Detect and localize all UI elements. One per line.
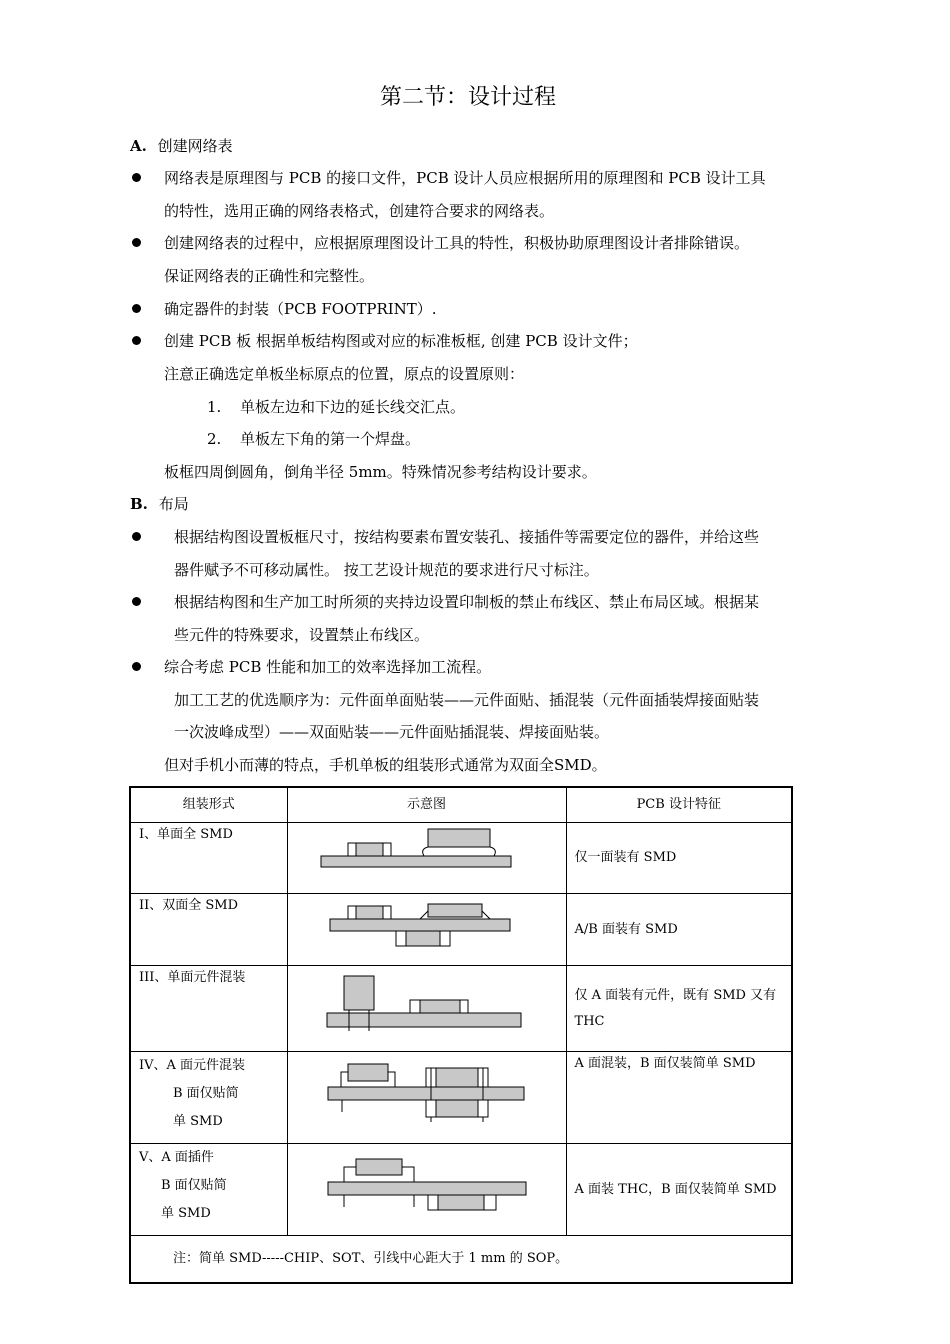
double-side-smd-diagram [288, 894, 566, 959]
process-line: 加工工艺的优选顺序为：元件面单面贴装——元件面贴、插混装（元件面插装焊接面贴装 [174, 691, 760, 709]
section-a-heading [130, 136, 233, 156]
assembly-form-cell [130, 823, 287, 894]
paragraph-line: 器件赋予不可移动属性。 按工艺设计规范的要求进行尺寸标注。 [174, 561, 599, 579]
bullet-icon [132, 304, 141, 313]
bullet-icon [132, 597, 141, 606]
cell-line: V、A 面插件 [139, 1150, 214, 1165]
a-thc-b-smd-diagram [288, 1144, 566, 1229]
origin-rule-text: 单板左边和下边的延长线交汇点。 [240, 398, 466, 416]
table-note: 注：简单 SMD-----CHIP、SOT、引线中心距大于 1 mm 的 SOP。 [130, 1236, 792, 1284]
section-b-label: B. [130, 495, 148, 513]
section-a-title: 创建网络表 [157, 137, 233, 155]
paragraph-line: 综合考虑 PCB 性能和加工的效率选择加工流程。 [164, 658, 492, 676]
cell-line: A/B 面装有 SMD [574, 921, 678, 937]
column-header: PCB 设计特征 [566, 787, 792, 823]
assembly-form-cell [130, 894, 287, 966]
origin-rule-text: 单板左下角的第一个焊盘。 [240, 430, 421, 448]
assembly-form-cell [130, 1144, 287, 1236]
cell-line: A 面混装，B 面仅装简单 SMD [574, 1056, 756, 1071]
bullet-icon [132, 662, 141, 671]
single-side-smd-diagram [288, 823, 566, 887]
cell-line: III、单面元件混装 [139, 970, 246, 985]
assembly-form-cell [130, 1052, 287, 1144]
pcb-feature-cell [566, 894, 792, 966]
cell-line: II、双面全 SMD [139, 898, 239, 913]
assembly-form-cell [130, 966, 287, 1052]
paragraph-line: 创建网络表的过程中，应根据原理图设计工具的特性，积极协助原理图设计者排除错误。 [164, 234, 750, 252]
section-b-heading [130, 494, 189, 514]
origin-note: 注意正确选定单板坐标原点的位置，原点的设置原则： [164, 365, 525, 383]
table-row [130, 823, 792, 894]
section-a-label: A. [130, 137, 147, 155]
cell-line: 仅一面装有 SMD [574, 850, 677, 865]
cell-line: 单 SMD [173, 1114, 223, 1129]
paragraph-line: 保证网络表的正确性和完整性。 [164, 267, 375, 285]
bullet-icon [132, 173, 141, 182]
cell-line: A 面装 THC，B 面仅装简单 SMD [574, 1181, 777, 1197]
table-row [130, 1052, 792, 1144]
pcb-feature-cell [566, 1052, 792, 1144]
paragraph-line: 网络表是原理图与 PCB 的接口文件，PCB 设计人员应根据所用的原理图和 PCB 设计工具 [164, 169, 766, 187]
paragraph-line: 创建 PCB 板 根据单板结构图或对应的标准板框, 创建 PCB 设计文件； [164, 332, 638, 350]
diagram-cell [287, 1144, 566, 1236]
bullet-icon [132, 532, 141, 541]
page-title: 第二节：设计过程 [380, 85, 557, 110]
assembly-form-table [129, 786, 793, 1284]
table-row [130, 894, 792, 966]
diagram-cell [287, 966, 566, 1052]
handset-note: 但对手机小而薄的特点，手机单板的组装形式通常为双面全SMD。 [164, 756, 607, 774]
pcb-feature-cell [566, 966, 792, 1052]
cell-line: THC [574, 1013, 605, 1029]
single-side-mixed-diagram [288, 966, 566, 1045]
cell-line: B 面仅贴简 [173, 1086, 239, 1101]
pcb-feature-cell [566, 1144, 792, 1236]
cell-line: IV、A 面元件混装 [139, 1058, 246, 1073]
cell-line: I、单面全 SMD [139, 827, 233, 842]
origin-rule-number: 1. [207, 398, 222, 416]
diagram-cell [287, 1052, 566, 1144]
diagram-cell [287, 823, 566, 894]
paragraph-line: 些元件的特殊要求，设置禁止布线区。 [174, 626, 430, 644]
paragraph-line: 确定器件的封装（PCB FOOTPRINT）. [164, 300, 437, 318]
bullet-icon [132, 238, 141, 247]
origin-rule-number: 2. [207, 430, 222, 448]
table-note-row [130, 1236, 792, 1284]
diagram-cell [287, 894, 566, 966]
paragraph-line: 的特性，选用正确的网络表格式，创建符合要求的网络表。 [164, 202, 555, 220]
frame-note: 板框四周倒圆角，倒角半径 5mm。特殊情况参考结构设计要求。 [164, 463, 597, 481]
column-header: 示意图 [287, 787, 566, 823]
cell-line: 仅 A 面装有元件，既有 SMD 又有 [574, 987, 777, 1003]
a-mixed-b-smd-diagram [288, 1052, 566, 1137]
column-header: 组装形式 [130, 787, 287, 823]
section-b-title: 布局 [158, 495, 189, 513]
table-header-row [130, 787, 792, 823]
paragraph-line: 根据结构图和生产加工时所须的夹持边设置印制板的禁止布线区、禁止布局区域。根据某 [174, 593, 760, 611]
table-row [130, 1144, 792, 1236]
process-line: 一次波峰成型）——双面贴装——元件面贴插混装、焊接面贴装。 [174, 723, 610, 741]
cell-line: B 面仅贴简 [161, 1178, 227, 1193]
table-row [130, 966, 792, 1052]
bullet-icon [132, 336, 141, 345]
cell-line: 单 SMD [161, 1206, 211, 1221]
pcb-feature-cell [566, 823, 792, 894]
paragraph-line: 根据结构图设置板框尺寸，按结构要素布置安装孔、接插件等需要定位的器件，并给这些 [174, 528, 760, 546]
